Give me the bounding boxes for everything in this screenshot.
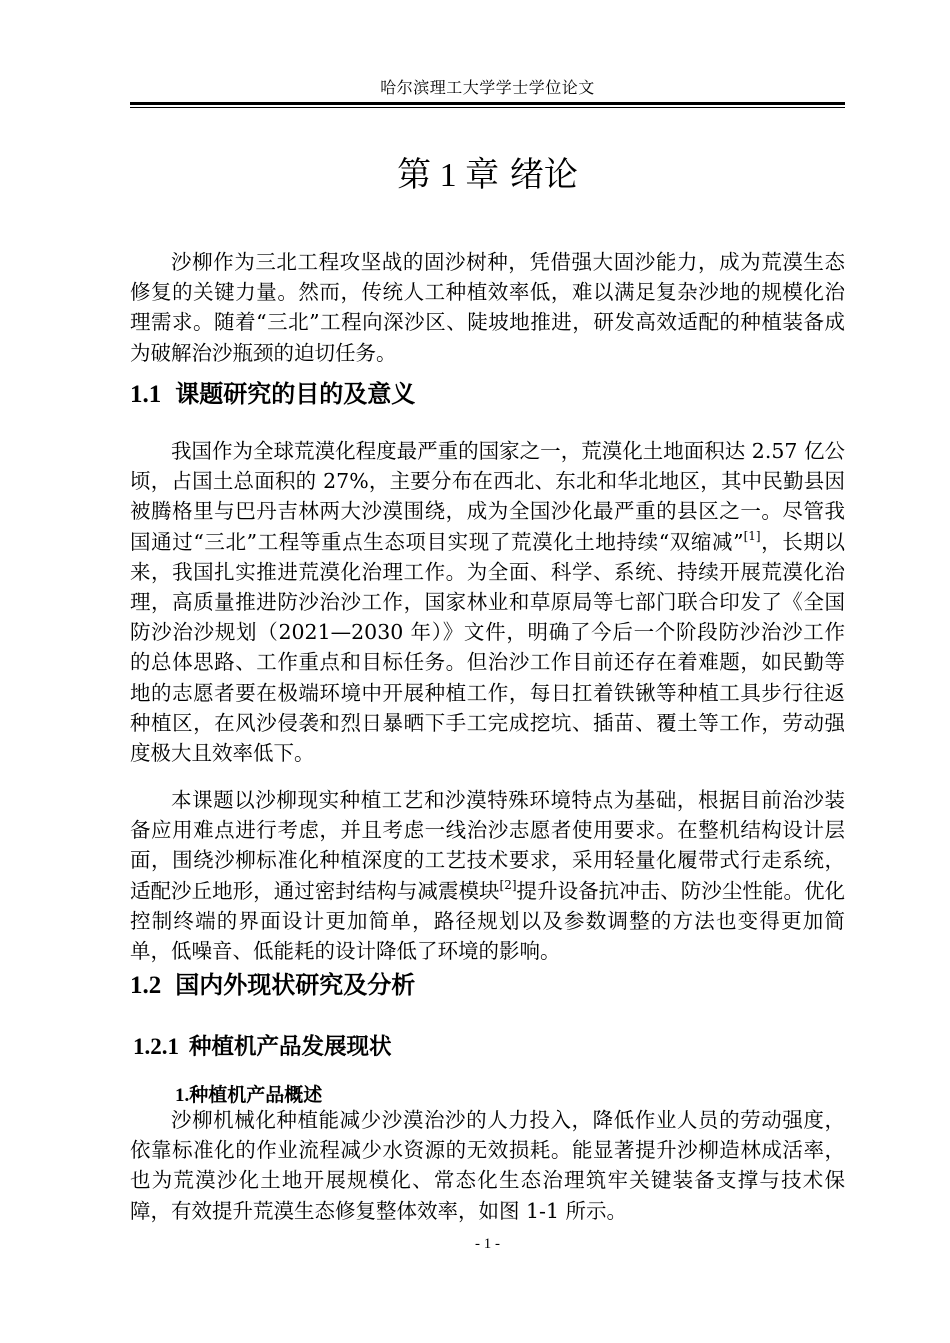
body-paragraph-2 [130,785,845,966]
section-number: 1.2 [130,972,162,999]
section-title: 国内外现状研究及分析 [175,971,416,999]
citation-ref-2: [2] [499,877,517,892]
subsection-heading-1-2-1 [133,1031,848,1063]
header-rule-thick [130,102,845,105]
item-title: 种植机产品概述 [189,1084,323,1106]
citation-ref-1: [1] [743,528,761,543]
page-number: - 1 - [475,1236,500,1252]
chapter-title [130,152,845,199]
paragraph-text: ，长期以来，我国扎实推进荒漠化治理工作。为全面、科学、系统、持续开展荒漠化治理，高质量推进防沙治沙工作，国家林业和草原局等七部门联合印发了《全国防沙治沙规划（2021—2030 年）》文件，明确了今后一个阶段防沙治沙工作的总体思路、工作重点和目标任务。但治沙工作目前还存在着难题，如民勤等地的志愿者要在极端环境中开展种植工作，每日扛着铁锹等种植工具步行往返种植区，在风沙侵袭和烈日暴晒下手工完成挖坑、插苗、覆土等工作，劳动强度极大且效率低下。 [130,529,845,766]
section-number: 1.1 [130,381,162,408]
item-number: 1. [175,1085,190,1106]
section-title: 课题研究的目的及意义 [175,380,416,408]
paragraph-text: 提升设备抗冲击、防沙尘性能。优化控制终端的界面设计更加简单，路径规划以及参数调整的方法也变得更加简单，低噪音、低能耗的设计降低了环境的影响。 [130,878,846,964]
intro-paragraph: 沙柳作为三北工程攻坚战的固沙树种，凭借强大固沙能力，成为荒漠生态修复的关键力量。然而，传统人工种植效率低，难以满足复杂沙地的规模化治理需求。随着“三北”工程向深沙区、陡坡地推进，研发高效适配的种植装备成为破解治沙瓶颈的迫切任务。 [130,250,845,365]
chapter-number: 第 1 章 [397,157,500,194]
header-rule-thin [130,107,845,108]
chapter-name: 绪论 [509,155,578,195]
section-heading-1-2 [130,968,845,1003]
subsection-title: 种植机产品发展现状 [189,1034,392,1060]
running-header: 哈尔滨理工大学学士学位论文 [380,78,595,97]
subsection-number: 1.2.1 [133,1034,179,1059]
body-paragraph-3: 沙柳机械化种植能减少沙漠治沙的人力投入，降低作业人员的劳动强度，依靠标准化的作业流程减少水资源的无效损耗。能显著提升沙柳造林成活率，也为荒漠沙化土地开展规模化、常态化生态治理筑牢关键装备支撑与技术保障，有效提升荒漠生态修复整体效率，如图 1-1 所示。 [130,1108,845,1223]
paragraph-text: 本课题以沙柳现实种植工艺和沙漠特殊环境特点为基础，根据目前治沙装备应用难点进行考虑，并且考虑一线治沙志愿者使用要求。在整机结构设计层面，围绕沙柳标准化种植深度的工艺技术要求，采用轻量化履带式行走系统，适配沙丘地形，通过密封结构与减震模块 [130,788,845,903]
paragraph-text: 我国作为全球荒漠化程度最严重的国家之一，荒漠化土地面积达 2.57 亿公顷，占国土总面积的 27%，主要分布在西北、东北和华北地区，其中民勤县因被腾格里与巴丹吉林两大沙漠围绕，成为全国沙化最严重的县区之一。尽管我国通过“三北”工程等重点生态项目实现了荒漠化土地持续“双缩减” [130,439,845,554]
body-paragraph-1 [130,436,845,768]
section-heading-1-1 [130,377,845,412]
